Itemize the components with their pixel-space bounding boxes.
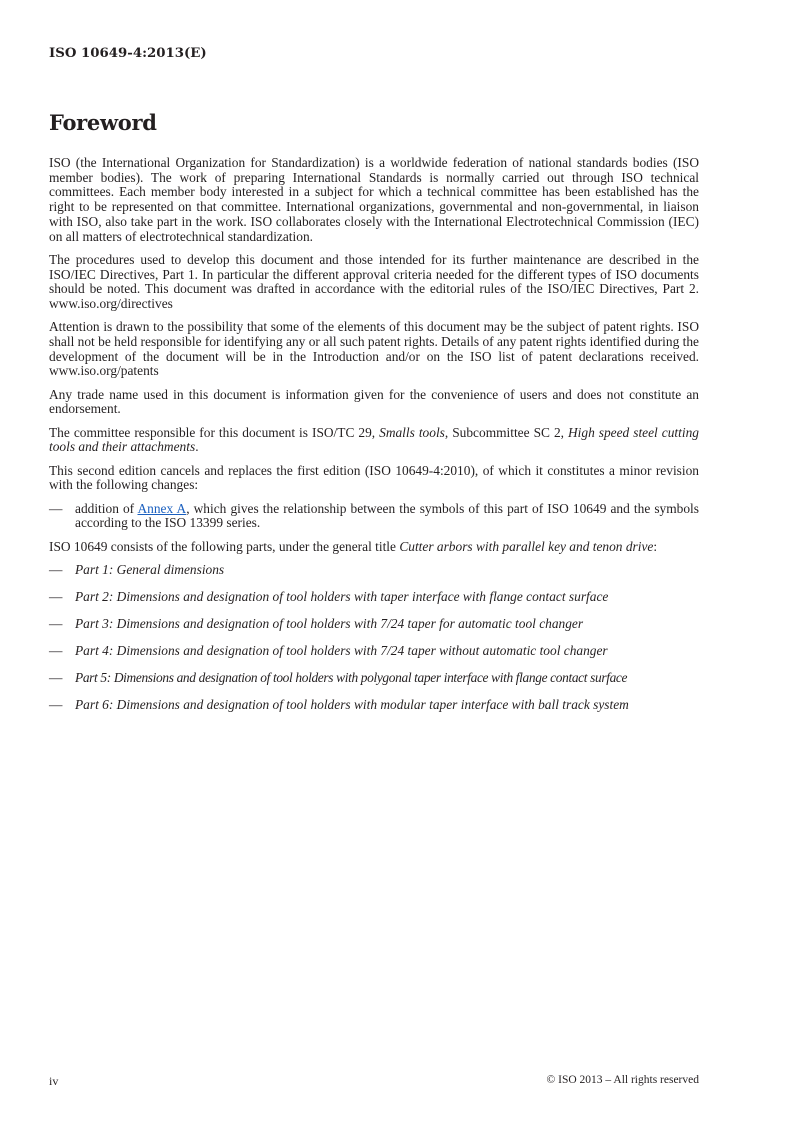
parts-list-item <box>49 698 699 713</box>
paragraph-iso-intro: ISO (the International Organization for Standardization) is a worldwide federation of national standards bodies (ISO member bodies). The work of preparing International Standards is normally carried out through ISO technical committees. Each member body interested in a subject for which a technical committee has been established has the right to be represented on that committee. International organizations, governmental and non-governmental, in liaison with ISO, also take part in the work. ISO collaborates closely with the International Electrotechnical Commission (IEC) on all matters of electrotechnical standardization. <box>49 155 699 244</box>
part-label: Part 6: Dimensions and designation of tool holders with modular taper interface with ball track system <box>75 696 629 712</box>
parts-intro-text: ISO 10649 consists of the following parts, under the general title <box>49 538 400 554</box>
change-text <box>75 502 699 531</box>
part-label: Part 3: Dimensions and designation of tool holders with 7/24 taper for automatic tool changer <box>75 615 584 631</box>
parts-intro-colon: : <box>653 538 658 554</box>
part-label: Part 5: Dimensions and designation of tool holders with polygonal taper interface with flange contact surface <box>75 669 628 685</box>
general-title: Cutter arbors with parallel key and tenon drive <box>399 538 654 554</box>
parts-list-item <box>49 644 699 659</box>
parts-list-item <box>49 590 699 605</box>
committee-text: . <box>195 439 199 455</box>
change-list-item <box>49 502 699 531</box>
parts-list-item <box>49 563 699 578</box>
parts-list-item <box>49 617 699 632</box>
part-label: Part 2: Dimensions and designation of tool holders with taper interface with flange contact surface <box>75 588 609 604</box>
document-id-header: ISO 10649-4:2013(E) <box>49 46 207 61</box>
page-number: iv <box>49 1074 59 1088</box>
page-title: Foreword <box>49 110 157 135</box>
paragraph-trade-name: Any trade name used in this document is information given for the convenience of users and does not constitute an endorsement. <box>49 386 699 417</box>
paragraph-procedures: The procedures used to develop this document and those intended for its further maintenance are described in the ISO/IEC Directives, Part 1. In particular the different approval criteria needed for the different types of ISO documents should be noted. This document was drafted in accordance with the editorial rules of the ISO/IEC Directives, Part 2. www.iso.org/directives <box>49 251 699 311</box>
subcommittee-name: High speed steel cutting tools and their attachments <box>49 424 699 455</box>
committee-name: Smalls tools <box>379 424 445 440</box>
em-dash: — <box>49 615 63 631</box>
paragraph-edition: This second edition cancels and replaces the first edition (ISO 10649-4:2010), of which it constitutes a minor revision with the following changes: <box>49 462 699 493</box>
foreword-content <box>49 156 699 725</box>
em-dash: — <box>49 642 63 658</box>
committee-text: The committee responsible for this document is ISO/TC 29, <box>49 424 380 440</box>
parts-list-item <box>49 671 699 686</box>
copyright-notice: © ISO 2013 – All rights reserved <box>546 1074 699 1086</box>
part-label: Part 1: General dimensions <box>75 561 225 577</box>
change-text-prefix: addition of <box>75 500 138 516</box>
em-dash: — <box>49 588 63 604</box>
committee-text: , Subcommittee SC 2, <box>444 424 568 440</box>
em-dash: — <box>49 561 63 577</box>
part-label: Part 4: Dimensions and designation of tool holders with 7/24 taper without automatic tool changer <box>75 642 608 658</box>
em-dash: — <box>49 669 63 685</box>
annex-a-link[interactable]: Annex A <box>137 500 187 516</box>
paragraph-committee <box>49 426 699 455</box>
em-dash: — <box>49 696 63 712</box>
paragraph-patents: Attention is drawn to the possibility that some of the elements of this document may be the subject of patent rights. ISO shall not be held responsible for identifying any or all such patent rights. Details of any patent rights identified during the development of the document will be in the Introduction and/or on the ISO list of patent declarations received. www.iso.org/patents <box>49 319 699 379</box>
change-text-suffix: , which gives the relationship between the symbols of this part of ISO 10649 and the symbols according to the ISO 13399 series. <box>75 500 699 531</box>
paragraph-parts-intro <box>49 540 699 555</box>
em-dash: — <box>49 500 63 516</box>
parts-list <box>49 563 699 713</box>
